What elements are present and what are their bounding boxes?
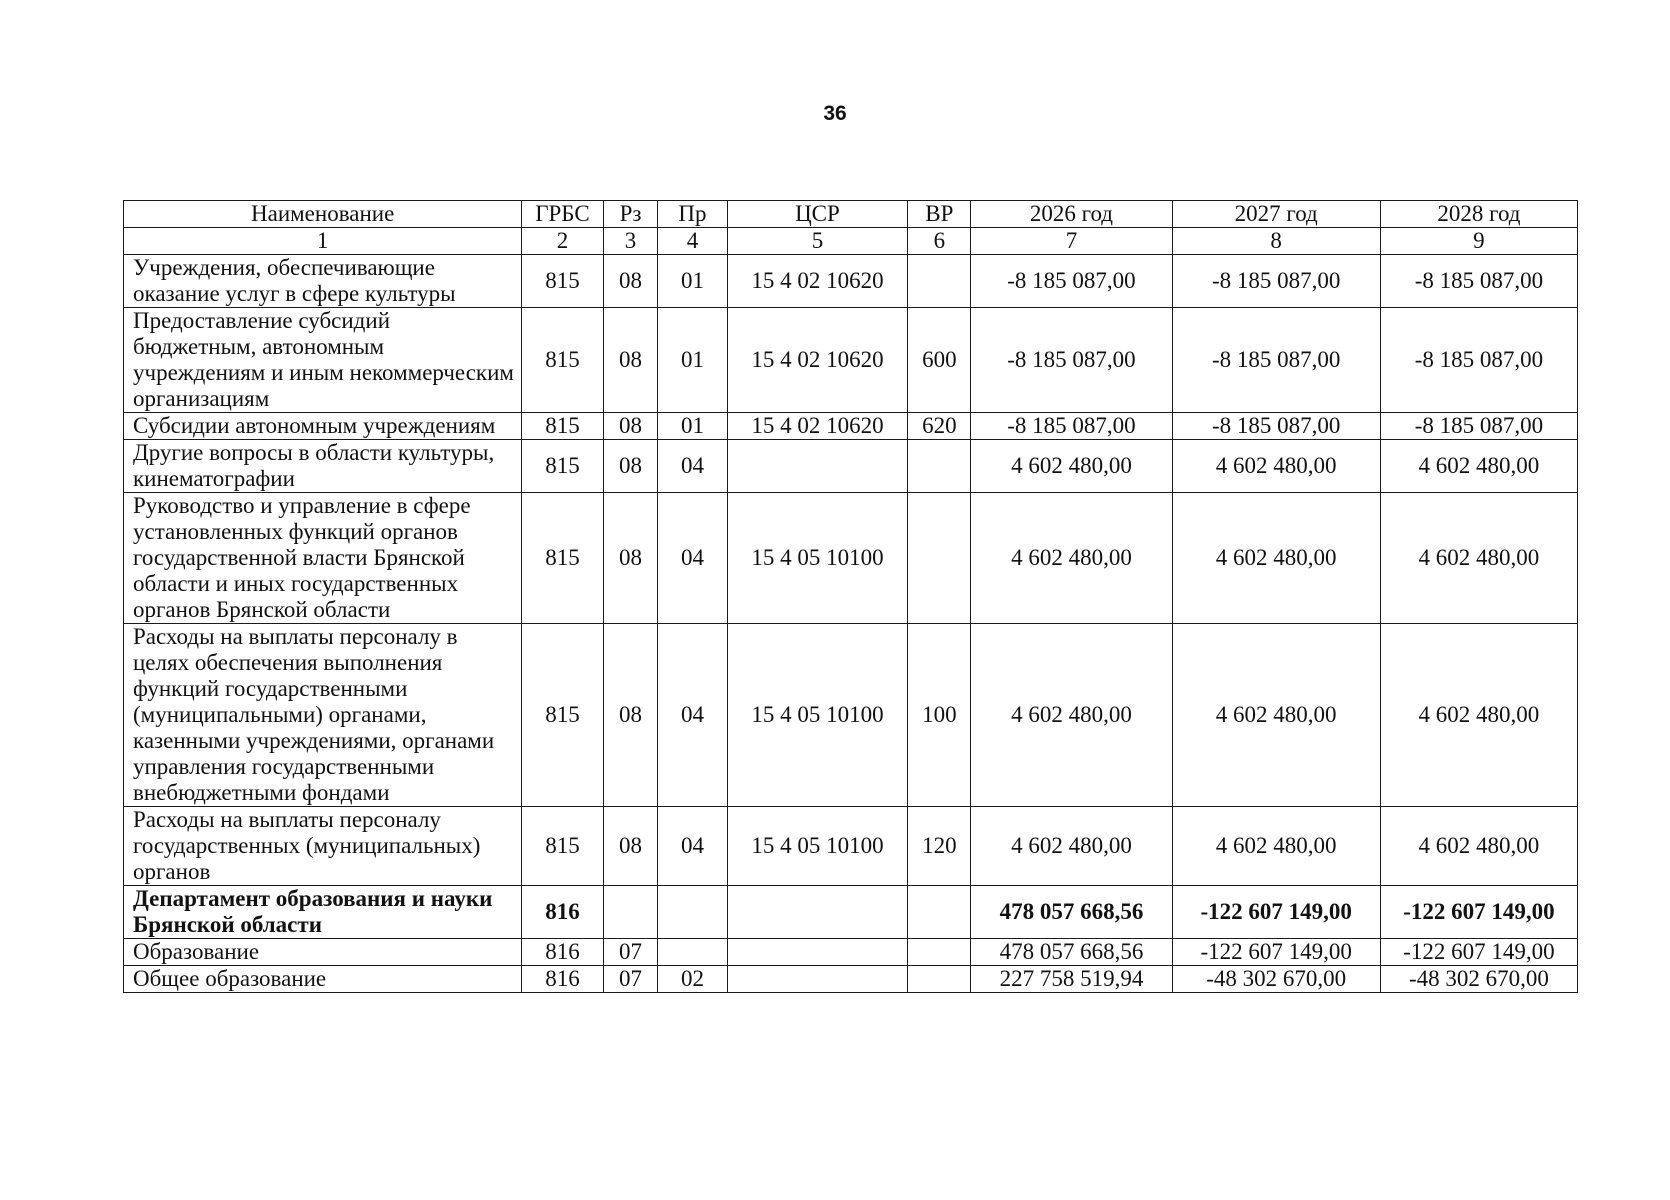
cell-grbs: 815 [522, 308, 603, 413]
cell-2026: 4 602 480,00 [971, 807, 1172, 886]
cell-name: Другие вопросы в области культуры, кинематографии [124, 440, 522, 493]
header-name: Наименование [124, 201, 522, 228]
cell-rz: 08 [603, 308, 658, 413]
cell-csr [727, 939, 908, 966]
cell-2028: 4 602 480,00 [1380, 624, 1577, 807]
cell-2026: -8 185 087,00 [971, 255, 1172, 308]
cell-vr: 120 [908, 807, 971, 886]
table-row [124, 624, 1578, 807]
cell-grbs: 815 [522, 255, 603, 308]
cell-vr [908, 939, 971, 966]
cell-2026: -8 185 087,00 [971, 308, 1172, 413]
cell-rz [603, 886, 658, 939]
cell-2026: 4 602 480,00 [971, 493, 1172, 624]
cell-name: Предоставление субсидий бюджетным, автономным учреждениям и иным некоммерческим организациям [124, 308, 522, 413]
column-number: 7 [971, 228, 1172, 255]
cell-vr [908, 255, 971, 308]
cell-csr: 15 4 02 10620 [727, 255, 908, 308]
header-vr: ВР [908, 201, 971, 228]
table-body [124, 255, 1578, 993]
cell-csr [727, 966, 908, 993]
cell-2027: -8 185 087,00 [1172, 413, 1380, 440]
cell-rz: 08 [603, 624, 658, 807]
cell-csr: 15 4 05 10100 [727, 807, 908, 886]
column-number: 9 [1380, 228, 1577, 255]
cell-2028: 4 602 480,00 [1380, 493, 1577, 624]
table-row [124, 413, 1578, 440]
cell-grbs: 815 [522, 440, 603, 493]
cell-vr [908, 886, 971, 939]
cell-pr: 04 [658, 440, 727, 493]
cell-2028: -122 607 149,00 [1380, 939, 1577, 966]
cell-grbs: 815 [522, 807, 603, 886]
cell-grbs: 815 [522, 624, 603, 807]
table-header-row [124, 201, 1578, 228]
page-number: 36 [823, 102, 847, 125]
header-pr: Пр [658, 201, 727, 228]
cell-pr: 01 [658, 413, 727, 440]
cell-vr [908, 966, 971, 993]
table-row [124, 939, 1578, 966]
column-number: 8 [1172, 228, 1380, 255]
column-number: 6 [908, 228, 971, 255]
table-row [124, 493, 1578, 624]
table-row [124, 886, 1578, 939]
cell-rz: 07 [603, 966, 658, 993]
cell-vr: 620 [908, 413, 971, 440]
cell-pr: 04 [658, 624, 727, 807]
cell-2027: 4 602 480,00 [1172, 493, 1380, 624]
cell-2027: -122 607 149,00 [1172, 886, 1380, 939]
cell-name: Общее образование [124, 966, 522, 993]
table-row [124, 966, 1578, 993]
cell-vr [908, 440, 971, 493]
cell-2028: -8 185 087,00 [1380, 255, 1577, 308]
cell-grbs: 815 [522, 413, 603, 440]
header-grbs: ГРБС [522, 201, 603, 228]
cell-grbs: 816 [522, 939, 603, 966]
cell-2027: 4 602 480,00 [1172, 807, 1380, 886]
cell-2028: 4 602 480,00 [1380, 807, 1577, 886]
cell-grbs: 816 [522, 966, 603, 993]
cell-name: Расходы на выплаты персоналу в целях обеспечения выполнения функций государственными (муниципальными) органами, казенными учреждениями, органами управления государственными внебюджетными фондами [124, 624, 522, 807]
cell-pr: 01 [658, 308, 727, 413]
cell-csr [727, 886, 908, 939]
cell-name: Руководство и управление в сфере установленных функций органов государственной власти Брянской области и иных государственных органов Брянской области [124, 493, 522, 624]
cell-csr [727, 440, 908, 493]
cell-grbs: 816 [522, 886, 603, 939]
cell-rz: 08 [603, 255, 658, 308]
cell-2027: -122 607 149,00 [1172, 939, 1380, 966]
table-row [124, 308, 1578, 413]
cell-2027: -8 185 087,00 [1172, 308, 1380, 413]
cell-pr [658, 886, 727, 939]
header-2028: 2028 год [1380, 201, 1577, 228]
table-row [124, 440, 1578, 493]
cell-name: Учреждения, обеспечивающие оказание услуг в сфере культуры [124, 255, 522, 308]
header-2027: 2027 год [1172, 201, 1380, 228]
cell-2026: 478 057 668,56 [971, 939, 1172, 966]
cell-grbs: 815 [522, 493, 603, 624]
header-2026: 2026 год [971, 201, 1172, 228]
column-number-row [124, 228, 1578, 255]
cell-2026: 478 057 668,56 [971, 886, 1172, 939]
cell-pr [658, 939, 727, 966]
cell-2026: 227 758 519,94 [971, 966, 1172, 993]
column-number: 1 [124, 228, 522, 255]
header-rz: Рз [603, 201, 658, 228]
cell-csr: 15 4 05 10100 [727, 624, 908, 807]
cell-name: Департамент образования и науки Брянской области [124, 886, 522, 939]
column-number: 4 [658, 228, 727, 255]
cell-vr [908, 493, 971, 624]
table-row [124, 255, 1578, 308]
cell-pr: 01 [658, 255, 727, 308]
column-number: 5 [727, 228, 908, 255]
cell-2027: -48 302 670,00 [1172, 966, 1380, 993]
cell-rz: 08 [603, 807, 658, 886]
cell-2028: 4 602 480,00 [1380, 440, 1577, 493]
cell-rz: 07 [603, 939, 658, 966]
cell-2026: 4 602 480,00 [971, 624, 1172, 807]
cell-2028: -8 185 087,00 [1380, 413, 1577, 440]
cell-vr: 100 [908, 624, 971, 807]
cell-2027: 4 602 480,00 [1172, 624, 1380, 807]
cell-pr: 04 [658, 493, 727, 624]
cell-csr: 15 4 05 10100 [727, 493, 908, 624]
cell-2028: -8 185 087,00 [1380, 308, 1577, 413]
cell-vr: 600 [908, 308, 971, 413]
table-row [124, 807, 1578, 886]
cell-name: Субсидии автономным учреждениям [124, 413, 522, 440]
header-csr: ЦСР [727, 201, 908, 228]
cell-name: Расходы на выплаты персоналу государственных (муниципальных) органов [124, 807, 522, 886]
cell-2026: 4 602 480,00 [971, 440, 1172, 493]
budget-table [123, 200, 1578, 993]
cell-pr: 04 [658, 807, 727, 886]
cell-rz: 08 [603, 493, 658, 624]
cell-2028: -122 607 149,00 [1380, 886, 1577, 939]
cell-2027: -8 185 087,00 [1172, 255, 1380, 308]
cell-rz: 08 [603, 440, 658, 493]
cell-2026: -8 185 087,00 [971, 413, 1172, 440]
cell-csr: 15 4 02 10620 [727, 308, 908, 413]
column-number: 2 [522, 228, 603, 255]
cell-2027: 4 602 480,00 [1172, 440, 1380, 493]
column-number: 3 [603, 228, 658, 255]
cell-name: Образование [124, 939, 522, 966]
cell-2028: -48 302 670,00 [1380, 966, 1577, 993]
cell-csr: 15 4 02 10620 [727, 413, 908, 440]
cell-rz: 08 [603, 413, 658, 440]
cell-pr: 02 [658, 966, 727, 993]
